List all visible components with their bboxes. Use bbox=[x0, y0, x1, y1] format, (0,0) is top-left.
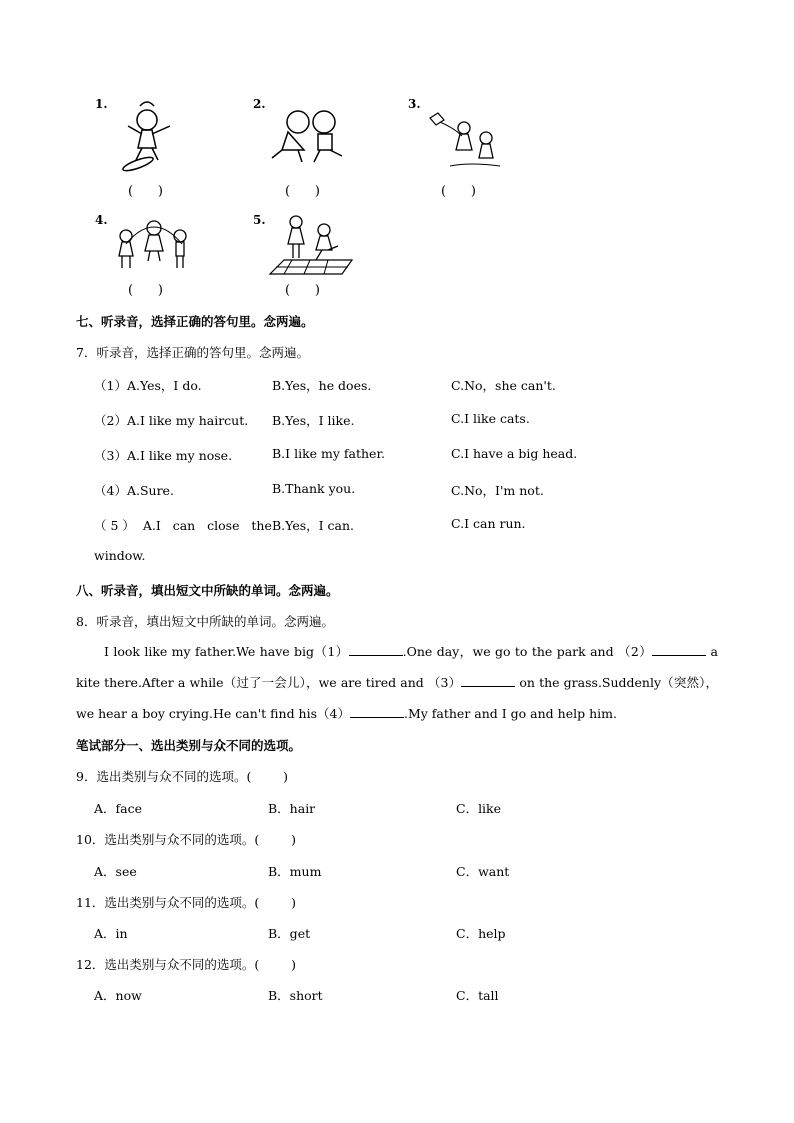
q7-row3-option-c: C.I have a big head. bbox=[451, 446, 578, 461]
children-running-icon bbox=[268, 104, 350, 166]
picture-number-1: 1. bbox=[95, 97, 108, 111]
blank-2[interactable] bbox=[652, 643, 706, 656]
q11-option-c: C．help bbox=[456, 926, 506, 941]
q9-option-b: B．hair bbox=[268, 801, 316, 816]
children-flying-kite-icon bbox=[420, 112, 508, 170]
q7-row1-option-a: （1）A.Yes，I do. bbox=[94, 378, 202, 393]
q7-row2-option-b: B.Yes，I like. bbox=[272, 413, 355, 428]
cloze-text-5: .My father and I go and help him. bbox=[403, 706, 617, 721]
written-part-heading: 笔试部分一、选出类别与众不同的选项。 bbox=[76, 738, 302, 753]
q7-row1-option-c: C.No，she can't. bbox=[451, 378, 556, 393]
section-7-heading: 七、听录音，选择正确的答句里。念两遍。 bbox=[76, 314, 314, 329]
q7-row4-option-a: （4）A.Sure. bbox=[94, 483, 174, 498]
children-hopscotch-icon bbox=[266, 212, 356, 278]
q7-row5-option-c: C.I can run. bbox=[451, 516, 526, 531]
blank-3[interactable] bbox=[461, 674, 515, 687]
q7-row2-option-c: C.I like cats. bbox=[451, 411, 530, 426]
q7-row4-option-c: C.No，I'm not. bbox=[451, 483, 544, 498]
answer-paren-2: ( ) bbox=[285, 184, 320, 199]
q11-option-a: A．in bbox=[94, 926, 128, 941]
cloze-text-2: .One day，we go to the park and （2） bbox=[402, 644, 653, 659]
blank-4[interactable] bbox=[350, 705, 404, 718]
q7-row1-option-b: B.Yes，he does. bbox=[272, 378, 372, 393]
picture-number-3: 3. bbox=[408, 97, 421, 111]
question-7: 7．听录音，选择正确的答句里。念两遍。 bbox=[76, 345, 309, 360]
question-9: 9．选出类别与众不同的选项。( ) bbox=[76, 769, 288, 784]
q9-option-a: A．face bbox=[94, 801, 143, 816]
cloze-passage bbox=[76, 636, 718, 729]
q9-option-c: C．like bbox=[456, 801, 502, 816]
picture-number-2: 2. bbox=[253, 97, 266, 111]
blank-1[interactable] bbox=[349, 643, 403, 656]
q12-option-a: A．now bbox=[94, 988, 142, 1003]
girl-skateboarding-icon bbox=[112, 98, 182, 178]
answer-paren-1: ( ) bbox=[128, 184, 163, 199]
section-8-heading: 八、听录音，填出短文中所缺的单词。念两遍。 bbox=[76, 583, 339, 598]
answer-paren-5: ( ) bbox=[285, 283, 320, 298]
q12-option-c: C．tall bbox=[456, 988, 499, 1003]
q7-row2-option-a: （2）A.I like my haircut. bbox=[94, 413, 249, 428]
question-10: 10．选出类别与众不同的选项。( ) bbox=[76, 832, 296, 847]
children-jumping-rope-icon bbox=[112, 216, 192, 274]
question-8: 8．听录音，填出短文中所缺的单词。念两遍。 bbox=[76, 614, 334, 629]
cloze-text-1: I look like my father.We have big（1） bbox=[104, 644, 349, 659]
q7-row5-continuation: window. bbox=[94, 548, 146, 563]
question-11: 11．选出类别与众不同的选项。( ) bbox=[76, 895, 296, 910]
cloze-text-3: a kite there.After a while（过了一会儿），we are tired and （3） bbox=[76, 644, 718, 690]
q7-row3-option-a: （3）A.I like my nose. bbox=[94, 448, 233, 463]
q11-option-b: B．get bbox=[268, 926, 311, 941]
question-12: 12．选出类别与众不同的选项。( ) bbox=[76, 957, 296, 972]
picture-number-4: 4. bbox=[95, 213, 108, 227]
q7-row3-option-b: B.I like my father. bbox=[272, 446, 386, 461]
q7-row5-option-a: （ 5 ） A.I can close the bbox=[94, 518, 272, 533]
q10-option-c: C．want bbox=[456, 864, 510, 879]
answer-paren-3: ( ) bbox=[441, 184, 476, 199]
q7-row4-option-b: B.Thank you. bbox=[272, 481, 356, 496]
cloze-text-4: on the grass.Suddenly（突然），we hear a boy crying.He can't find his（4） bbox=[76, 675, 719, 721]
q10-option-a: A．see bbox=[94, 864, 137, 879]
answer-paren-4: ( ) bbox=[128, 283, 163, 298]
q10-option-b: B．mum bbox=[268, 864, 322, 879]
q7-row5-option-b: B.Yes，I can. bbox=[272, 518, 355, 533]
picture-number-5: 5. bbox=[253, 213, 266, 227]
q12-option-b: B．short bbox=[268, 988, 323, 1003]
